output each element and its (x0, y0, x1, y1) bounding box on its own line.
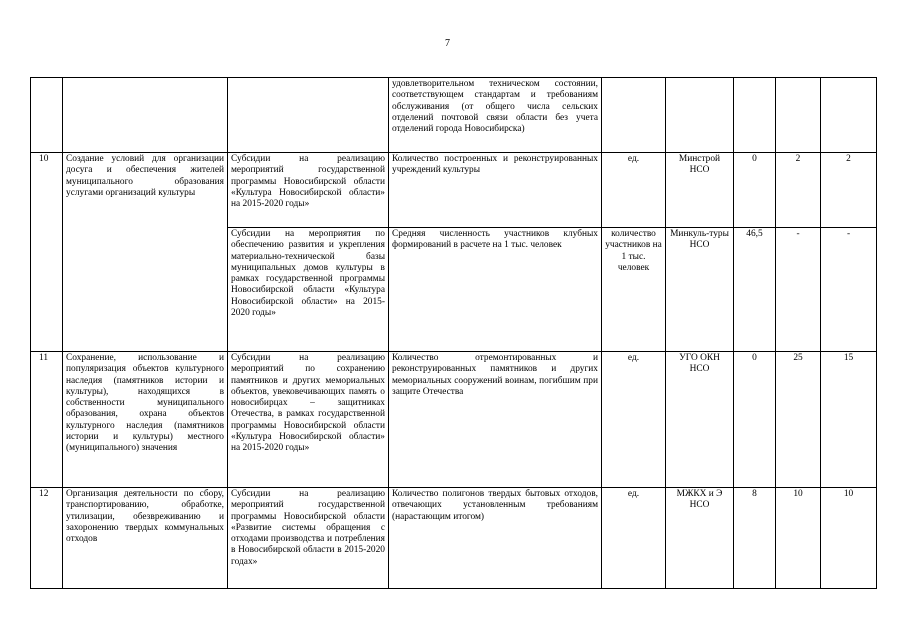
cell-subsidy: Субсидии на реализацию мероприятий государственной программы Новосибирской области «Культура Новосибирской области» на 2015-2020 годы» (228, 153, 389, 228)
cell-indicator: Средняя численность участников клубных формирований в расчете на 1 тыс. человек (389, 228, 602, 352)
cell-agency: Минстрой НСО (666, 153, 734, 228)
cell-agency: УГО ОКН НСО (666, 352, 734, 488)
cell-task: Сохранение, использование и популяризация объектов культурного наследия (памятников истории и культуры), находящихся в собственности муниципального образования, охрана объектов культурного наследия (памятников истории и культуры) местного (муниципального) значения (63, 352, 228, 488)
cell-value-3: 10 (821, 488, 877, 589)
cell-agency: Минкуль-туры НСО (666, 228, 734, 352)
cell-agency: МЖКХ и Э НСО (666, 488, 734, 589)
cell-value-3: - (821, 228, 877, 352)
cell-indicator: удовлетворительном техническом состоянии, соответствующем стандартам и требованиям обслуживания (от общего числа сельских отделений почтовой связи области без учета отделений города Новосибирска) (389, 78, 602, 153)
row-number: 12 (31, 488, 63, 589)
cell-value-3: 15 (821, 352, 877, 488)
cell-unit: ед. (602, 352, 666, 488)
cell-task (63, 78, 228, 153)
cell-value-2: - (776, 228, 821, 352)
row-number: 10 (31, 153, 63, 352)
cell-value-3 (821, 78, 877, 153)
cell-indicator: Количество полигонов твердых бытовых отходов, отвечающих установленным требованиям (нарастающим итогом) (389, 488, 602, 589)
cell-task: Создание условий для организации досуга и обеспечения жителей муниципального образования услугами организаций культуры (63, 153, 228, 352)
cell-unit: ед. (602, 153, 666, 228)
cell-value-1 (734, 78, 776, 153)
cell-value-1: 0 (734, 352, 776, 488)
row-number: 11 (31, 352, 63, 488)
cell-subsidy: Субсидии на мероприятия по обеспечению развития и укрепления материально-технической базы муниципальных домов культуры в рамках государственной программы Новосибирской области «Культура Новосибирской области» на 2015-2020 годы» (228, 228, 389, 352)
table-row-continuation (31, 78, 877, 153)
table-row-11 (31, 352, 877, 488)
table-row-10a (31, 153, 877, 228)
cell-subsidy (228, 78, 389, 153)
cell-agency (666, 78, 734, 153)
table-row-12 (31, 488, 877, 589)
cell-value-3: 2 (821, 153, 877, 228)
cell-value-1: 0 (734, 153, 776, 228)
cell-unit (602, 78, 666, 153)
cell-subsidy: Субсидии на реализацию мероприятий по сохранению памятников и других мемориальных объектов, увековечивающих память о новосибирцах – защитниках Отечества, в рамках государственной программы Новосибирской области «Культура Новосибирской области» на 2015-2020 годы» (228, 352, 389, 488)
cell-indicator: Количество построенных и реконструированных учреждений культуры (389, 153, 602, 228)
cell-value-2: 25 (776, 352, 821, 488)
program-table (30, 77, 877, 589)
cell-value-1: 46,5 (734, 228, 776, 352)
page-number: 7 (445, 38, 450, 49)
cell-unit: количество участников на 1 тыс. человек (602, 228, 666, 352)
cell-value-2: 10 (776, 488, 821, 589)
cell-num (31, 78, 63, 153)
cell-subsidy: Субсидии на реализацию мероприятий государственной программы Новосибирской области «Развитие системы обращения с отходами производства и потребления в Новосибирской области в 2015-2020 годах» (228, 488, 389, 589)
cell-value-2 (776, 78, 821, 153)
cell-value-2: 2 (776, 153, 821, 228)
cell-indicator: Количество отремонтированных и реконструированных памятников и других мемориальных сооружений воинам, погибшим при защите Отечества (389, 352, 602, 488)
cell-unit: ед. (602, 488, 666, 589)
cell-task: Организация деятельности по сбору, транспортированию, обработке, утилизации, обезвреживанию и захоронению твердых коммунальных отходов (63, 488, 228, 589)
cell-value-1: 8 (734, 488, 776, 589)
